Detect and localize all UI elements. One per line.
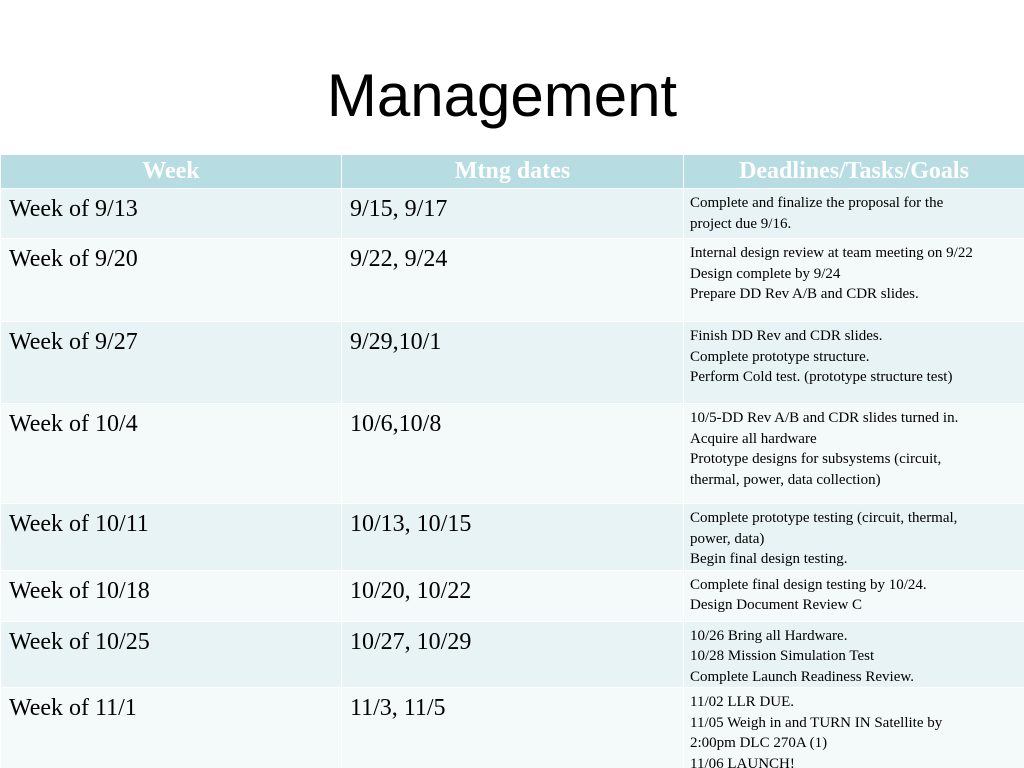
week-cell: Week of 9/13	[1, 189, 342, 239]
task-line: Design Document Review C	[690, 597, 863, 613]
week-cell: Week of 10/25	[1, 621, 342, 688]
task-line: 11/02 LLR DUE.	[690, 694, 795, 710]
task-line: Acquire all hardware	[690, 430, 817, 447]
tasks-cell	[684, 688, 1024, 768]
table-row	[1, 404, 1024, 504]
tasks-cell	[684, 322, 1024, 404]
dates-cell: 11/3, 11/5	[342, 688, 684, 768]
task-line: Complete prototype structure.	[690, 348, 870, 365]
tasks-cell	[684, 404, 1024, 504]
week-cell: Week of 10/4	[1, 404, 342, 504]
task-line: Complete Launch Readiness Review.	[690, 668, 914, 685]
slide-title: Management	[326, 62, 678, 129]
task-line: Prepare DD Rev A/B and CDR slides.	[690, 286, 919, 302]
task-line: Complete and finalize the proposal for the	[690, 195, 944, 211]
task-line: 10/5-DD Rev A/B and CDR slides turned in.	[690, 410, 959, 426]
task-line: 11/05 Weigh in and TURN IN Satellite by	[690, 714, 943, 731]
dates-cell: 9/22, 9/24	[342, 239, 684, 322]
tasks-cell	[684, 504, 1024, 571]
dates-cell: 9/15, 9/17	[342, 189, 684, 239]
task-line: Design complete by 9/24	[690, 265, 841, 282]
tasks-cell	[684, 621, 1024, 688]
task-line: project due 9/16.	[690, 215, 792, 232]
task-line: Complete prototype testing (circuit, thermal,	[690, 510, 958, 526]
table-row	[1, 322, 1024, 404]
tasks-cell	[684, 189, 1024, 239]
header-meeting-dates: Mtng dates	[342, 155, 684, 189]
task-line: 2:00pm DLC 270A (1)	[690, 735, 828, 751]
table-row	[1, 504, 1024, 571]
tasks-cell	[684, 570, 1024, 621]
week-cell: Week of 9/20	[1, 239, 342, 322]
table-row	[1, 239, 1024, 322]
header-deadlines: Deadlines/Tasks/Goals	[684, 155, 1024, 189]
table-row	[1, 570, 1024, 621]
dates-cell: 9/29,10/1	[342, 322, 684, 404]
header-week: Week	[1, 155, 342, 189]
dates-cell: 10/20, 10/22	[342, 570, 684, 621]
dates-cell: 10/6,10/8	[342, 404, 684, 504]
week-cell: Week of 10/11	[1, 504, 342, 571]
tasks-cell	[684, 239, 1024, 322]
task-line: Prototype designs for subsystems (circuit,	[690, 451, 942, 467]
task-line: 10/28 Mission Simulation Test	[690, 648, 875, 664]
task-line: 11/06 LAUNCH!	[690, 755, 795, 768]
task-line: Complete final design testing by 10/24.	[690, 576, 927, 593]
week-cell: Week of 9/27	[1, 322, 342, 404]
task-line: Internal design review at team meeting on 9/22	[690, 245, 973, 261]
table-row	[1, 189, 1024, 239]
week-cell: Week of 10/18	[1, 570, 342, 621]
task-line: thermal, power, data collection)	[690, 471, 881, 488]
table-row	[1, 688, 1024, 768]
task-line: Finish DD Rev and CDR slides.	[690, 328, 883, 344]
task-line: Begin final design testing.	[690, 551, 848, 567]
week-cell: Week of 11/1	[1, 688, 342, 768]
task-line: Perform Cold test. (prototype structure test)	[690, 369, 953, 385]
task-line: power, data)	[690, 530, 765, 547]
dates-cell: 10/13, 10/15	[342, 504, 684, 571]
task-line: 10/26 Bring all Hardware.	[690, 627, 848, 644]
table-row	[1, 621, 1024, 688]
table-header-row	[1, 155, 1024, 189]
schedule-table	[0, 154, 1024, 768]
dates-cell: 10/27, 10/29	[342, 621, 684, 688]
